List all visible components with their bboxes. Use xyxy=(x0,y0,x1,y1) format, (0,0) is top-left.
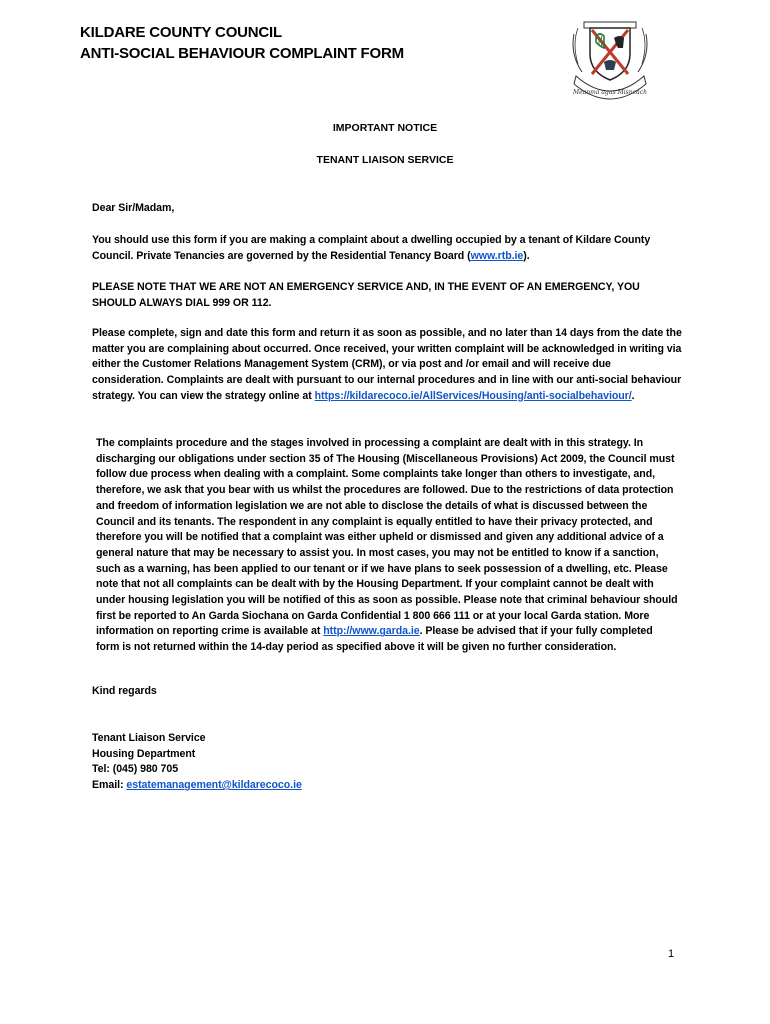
form-title: ANTI-SOCIAL BEHAVIOUR COMPLAINT FORM xyxy=(80,45,404,62)
council-name: KILDARE COUNTY COUNCIL xyxy=(80,24,282,41)
county-crest-logo xyxy=(566,14,654,100)
paragraph-complete-form xyxy=(92,326,682,405)
signature-phone: Tel: (045) 980 705 xyxy=(92,763,179,776)
paragraph-private-tenancies xyxy=(92,233,682,264)
signature-department: Housing Department xyxy=(92,747,196,760)
paragraph-text-end: . Please be advised that if your fully completed form is not returned within the 14-day period as specified above it will be given no further consideration. xyxy=(96,625,653,654)
strategy-link[interactable]: https://kildarecoco.ie/AllServices/Housing/anti-socialbehaviour/ xyxy=(314,389,632,402)
email-link[interactable]: estatemanagement@kildarecoco.ie xyxy=(126,779,302,792)
signature-block xyxy=(92,731,682,794)
closing: Kind regards xyxy=(92,685,157,697)
email-label: Email: xyxy=(92,779,127,792)
garda-link[interactable]: http://www.garda.ie xyxy=(323,625,420,638)
salutation: Dear Sir/Madam, xyxy=(92,202,175,214)
paragraph-text: Please complete, sign and date this form and return it as soon as possible, and no later than 14 days from the date the matter you are complaining about occurred. Once received, your written complaint will be acknowledged in writing via either the Customer Relations Management System (CRM), or via post and /or email and will receive due consideration. Complaints are dealt with pursuant to our internal procedures and in line with our anti-social behaviour strategy. You can view the strategy online at xyxy=(92,327,682,402)
paragraph-text: The complaints procedure and the stages involved in processing a complaint are dealt with in this strategy. In discharging our obligations under section 35 of The Housing (Miscellaneous Provisions) Act 2009, the Council must follow due process when dealing with a complaint. Some complaints take longer than others to investigate, and, therefore, we ask that you bear with us whilst the procedures are followed. Due to the restrictions of data protection and freedom of information legislation we are not able to disclose the details of what is discussed between the Council and its tenants. The respondent in any complaint is equally entitled to have their privacy protected, and therefore you will be notified that a complaint was either upheld or dismissed and given any additional advice of a general nature that may be necessary to assist you. In most cases, you may not be entitled to know if a sanction, such as a warning, has been applied to our tenant or if we have plans to seek possession of a dwelling, etc. Please note that not all complaints can be dealt with by the Housing Department. If your complaint cannot be dealt with under housing legislation you will be notified of this as soon as possible. Please note that criminal behaviour should first be reported to An Garda Siochana on Garda Confidential 1 800 666 111 or at your local Garda station. More information on reporting crime is available at xyxy=(96,437,678,638)
paragraph-text-end: . xyxy=(631,389,635,402)
tenant-liaison-heading: TENANT LIAISON SERVICE xyxy=(316,154,454,166)
signature-service: Tenant Liaison Service xyxy=(92,732,206,744)
document-header xyxy=(80,22,404,64)
paragraph-emergency-notice: PLEASE NOTE THAT WE ARE NOT AN EMERGENCY SERVICE AND, IN THE EVENT OF AN EMERGENCY, YOU SHOULD ALWAYS DIAL 999 OR 112. xyxy=(92,281,640,309)
paragraph-text-end: ). xyxy=(523,249,530,262)
page-number: 1 xyxy=(668,948,675,960)
paragraph-complaints-procedure xyxy=(96,436,678,656)
important-notice-heading: IMPORTANT NOTICE xyxy=(332,122,438,134)
rtb-link[interactable]: www.rtb.ie xyxy=(470,249,524,262)
paragraph-text: You should use this form if you are making a complaint about a dwelling occupied by a tenant of Kildare County Council. Private Tenancies are governed by the Residential Tenancy Board ( xyxy=(92,234,651,262)
svg-text:Meanma agus Misneach: Meanma agus Misneach xyxy=(573,89,647,96)
signature-email xyxy=(92,778,682,794)
